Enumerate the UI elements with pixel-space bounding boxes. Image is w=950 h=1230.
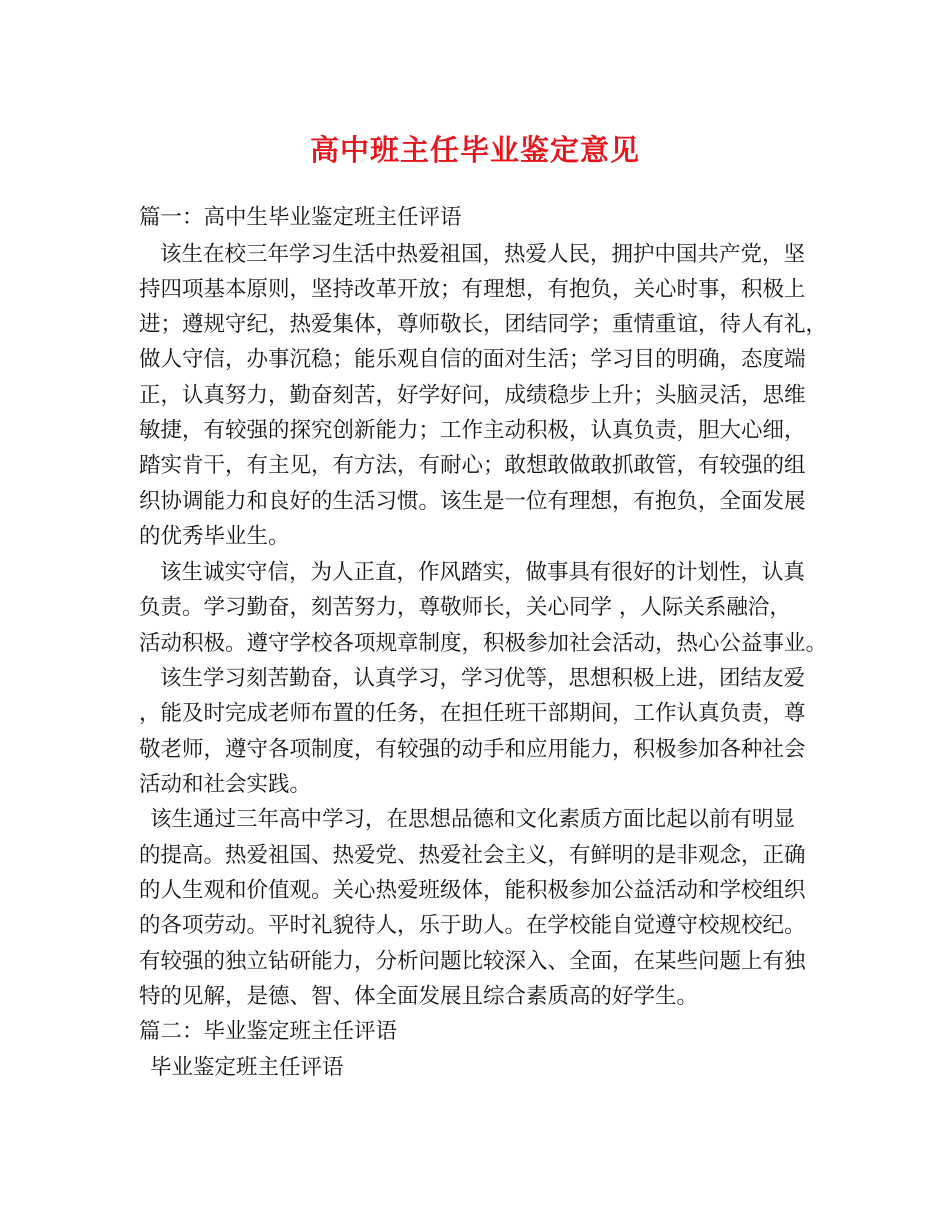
text-line: 持四项基本原则，坚持改革开放；有理想，有抱负，关心时事，积极上 xyxy=(139,277,806,302)
text-line: 活动积极。遵守学校各项规章制度，积极参加社会活动，热心公益事业。 xyxy=(139,631,828,656)
text-line: 敬老师，遵守各项制度，有较强的动手和应用能力，积极参加各种社会 xyxy=(139,737,806,762)
document-title: 高中班主任毕业鉴定意见 xyxy=(309,133,640,167)
text-line: 的各项劳动。平时礼貌待人，乐于助人。在学校能自觉遵守校规校纪。 xyxy=(139,913,806,938)
text-line: ，能及时完成老师布置的任务，在担任班干部期间，工作认真负责，尊 xyxy=(139,701,806,726)
section-heading: 篇二：毕业鉴定班主任评语 xyxy=(139,1019,398,1044)
text-line: 的人生观和价值观。关心热爱班级体，能积极参加公益活动和学校组织 xyxy=(139,878,806,903)
text-line: 织协调能力和良好的生活习惯。该生是一位有理想，有抱负，全面发展 xyxy=(139,489,806,514)
text-line: 该生通过三年高中学习，在思想品德和文化素质方面比起以前有明显 xyxy=(150,807,796,832)
text-line: 负责。学习勤奋，刻苦努力，尊敬师长，关心同学 ，人际关系融洽， xyxy=(139,595,791,620)
section-heading: 篇一：高中生毕业鉴定班主任评语 xyxy=(139,205,462,230)
text-line: 踏实肯干，有主见，有方法，有耐心；敢想敢做敢抓敢管，有较强的组 xyxy=(139,453,806,478)
section-subtitle: 毕业鉴定班主任评语 xyxy=(150,1055,344,1080)
text-line: 的提高。热爱祖国、热爱党、热爱社会主义，有鲜明的是非观念，正确 xyxy=(139,843,806,868)
text-line: 该生诚实守信，为人正直，作风踏实，做事具有很好的计划性，认真 xyxy=(160,560,806,585)
text-line: 进；遵规守纪，热爱集体，尊师敬长，团结同学；重情重谊，待人有礼， xyxy=(139,312,828,337)
text-line: 正，认真努力，勤奋刻苦，好学好问，成绩稳步上升；头脑灵活，思维 xyxy=(139,383,806,408)
text-line: 该生在校三年学习生活中热爱祖国，热爱人民，拥护中国共产党，坚 xyxy=(160,242,806,267)
text-line: 活动和社会实践。 xyxy=(139,772,312,797)
text-line: 的优秀毕业生。 xyxy=(139,524,290,549)
text-line: 做人守信，办事沉稳；能乐观自信的面对生活；学习目的明确，态度端 xyxy=(139,347,806,372)
text-line: 特的见解，是德、智、体全面发展且综合素质高的好学生。 xyxy=(139,984,699,1009)
text-line: 有较强的独立钻研能力，分析问题比较深入、全面，在某些问题上有独 xyxy=(139,949,806,974)
text-line: 敏捷，有较强的探究创新能力；工作主动积极，认真负责，胆大心细， xyxy=(139,418,806,443)
text-line: 该生学习刻苦勤奋，认真学习，学习优等，思想积极上进，团结友爱 xyxy=(160,666,806,691)
